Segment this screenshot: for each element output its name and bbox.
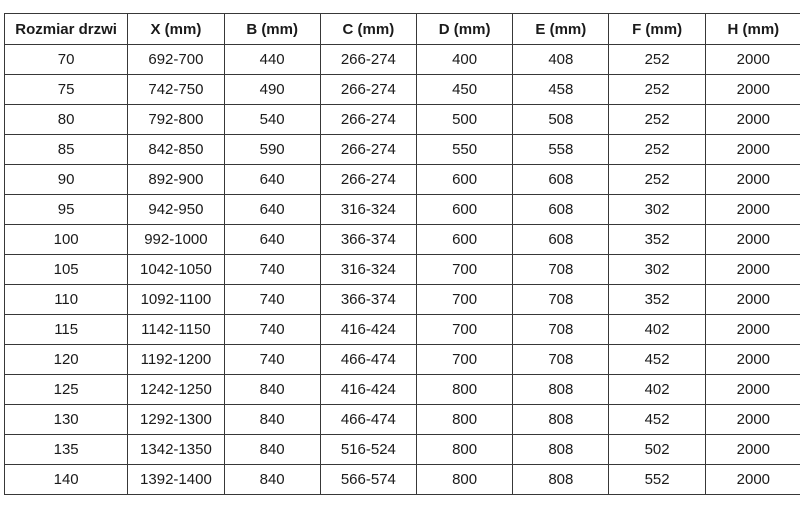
table-cell: 366-374 <box>320 285 416 315</box>
table-cell: 640 <box>224 225 320 255</box>
table-cell: 316-324 <box>320 255 416 285</box>
table-cell: 408 <box>513 45 609 75</box>
table-cell: 466-474 <box>320 345 416 375</box>
table-cell: 266-274 <box>320 75 416 105</box>
table-cell: 558 <box>513 135 609 165</box>
column-header-2: B (mm) <box>224 14 320 45</box>
table-cell: 740 <box>224 255 320 285</box>
table-cell: 552 <box>609 465 705 495</box>
table-cell: 490 <box>224 75 320 105</box>
table-row <box>5 375 800 405</box>
table-cell: 792-800 <box>128 105 224 135</box>
table-cell: 120 <box>5 345 128 375</box>
table-cell: 2000 <box>705 135 800 165</box>
table-cell: 840 <box>224 435 320 465</box>
table-cell: 105 <box>5 255 128 285</box>
column-header-7: H (mm) <box>705 14 800 45</box>
table-cell: 740 <box>224 315 320 345</box>
table-row <box>5 315 800 345</box>
table-cell: 1092-1100 <box>128 285 224 315</box>
table-cell: 800 <box>417 465 513 495</box>
table-cell: 942-950 <box>128 195 224 225</box>
table-cell: 708 <box>513 255 609 285</box>
table-cell: 80 <box>5 105 128 135</box>
table-cell: 700 <box>417 345 513 375</box>
table-cell: 708 <box>513 285 609 315</box>
table-cell: 70 <box>5 45 128 75</box>
table-cell: 2000 <box>705 105 800 135</box>
table-cell: 266-274 <box>320 135 416 165</box>
table-cell: 252 <box>609 135 705 165</box>
table-cell: 2000 <box>705 465 800 495</box>
column-header-6: F (mm) <box>609 14 705 45</box>
table-cell: 466-474 <box>320 405 416 435</box>
table-cell: 590 <box>224 135 320 165</box>
table-cell: 452 <box>609 405 705 435</box>
table-cell: 452 <box>609 345 705 375</box>
table-cell: 800 <box>417 435 513 465</box>
table-cell: 2000 <box>705 285 800 315</box>
table-row <box>5 45 800 75</box>
table-cell: 640 <box>224 165 320 195</box>
table-cell: 550 <box>417 135 513 165</box>
table-cell: 352 <box>609 285 705 315</box>
table-cell: 2000 <box>705 195 800 225</box>
table-cell: 416-424 <box>320 375 416 405</box>
table-cell: 316-324 <box>320 195 416 225</box>
table-cell: 808 <box>513 435 609 465</box>
table-row <box>5 135 800 165</box>
table-row <box>5 225 800 255</box>
table-cell: 352 <box>609 225 705 255</box>
table-row <box>5 255 800 285</box>
table-cell: 700 <box>417 255 513 285</box>
table-cell: 440 <box>224 45 320 75</box>
table-cell: 608 <box>513 225 609 255</box>
table-cell: 252 <box>609 105 705 135</box>
table-cell: 1242-1250 <box>128 375 224 405</box>
door-size-spec-table <box>4 13 800 495</box>
table-cell: 252 <box>609 45 705 75</box>
table-cell: 502 <box>609 435 705 465</box>
table-cell: 302 <box>609 195 705 225</box>
column-header-1: X (mm) <box>128 14 224 45</box>
column-header-5: E (mm) <box>513 14 609 45</box>
table-cell: 100 <box>5 225 128 255</box>
table-cell: 600 <box>417 225 513 255</box>
table-cell: 2000 <box>705 225 800 255</box>
table-cell: 700 <box>417 315 513 345</box>
table-cell: 508 <box>513 105 609 135</box>
table-body <box>5 45 800 495</box>
table-cell: 252 <box>609 75 705 105</box>
table-cell: 266-274 <box>320 45 416 75</box>
table-cell: 840 <box>224 405 320 435</box>
table-row <box>5 345 800 375</box>
table-cell: 130 <box>5 405 128 435</box>
table-cell: 266-274 <box>320 105 416 135</box>
table-cell: 402 <box>609 375 705 405</box>
table-row <box>5 405 800 435</box>
table-cell: 266-274 <box>320 165 416 195</box>
table-cell: 110 <box>5 285 128 315</box>
table-cell: 692-700 <box>128 45 224 75</box>
column-header-0: Rozmiar drzwi <box>5 14 128 45</box>
table-row <box>5 195 800 225</box>
table-cell: 135 <box>5 435 128 465</box>
table-cell: 2000 <box>705 435 800 465</box>
table-row <box>5 465 800 495</box>
table-cell: 1142-1150 <box>128 315 224 345</box>
table-cell: 708 <box>513 345 609 375</box>
column-header-4: D (mm) <box>417 14 513 45</box>
table-cell: 400 <box>417 45 513 75</box>
table-cell: 808 <box>513 375 609 405</box>
table-cell: 640 <box>224 195 320 225</box>
table-cell: 600 <box>417 165 513 195</box>
table-cell: 2000 <box>705 75 800 105</box>
table-row <box>5 285 800 315</box>
column-header-3: C (mm) <box>320 14 416 45</box>
table-cell: 2000 <box>705 165 800 195</box>
table-cell: 992-1000 <box>128 225 224 255</box>
table-row <box>5 75 800 105</box>
table-cell: 115 <box>5 315 128 345</box>
table-cell: 800 <box>417 405 513 435</box>
table-cell: 458 <box>513 75 609 105</box>
table-cell: 1192-1200 <box>128 345 224 375</box>
table-cell: 416-424 <box>320 315 416 345</box>
table-row <box>5 165 800 195</box>
table-cell: 808 <box>513 465 609 495</box>
table-cell: 608 <box>513 195 609 225</box>
table-cell: 608 <box>513 165 609 195</box>
table-cell: 700 <box>417 285 513 315</box>
table-cell: 2000 <box>705 345 800 375</box>
table-cell: 1392-1400 <box>128 465 224 495</box>
table-cell: 85 <box>5 135 128 165</box>
table-row <box>5 105 800 135</box>
table-header-row <box>5 14 800 45</box>
table-cell: 708 <box>513 315 609 345</box>
table-row <box>5 435 800 465</box>
table-cell: 2000 <box>705 255 800 285</box>
table-cell: 600 <box>417 195 513 225</box>
table-cell: 892-900 <box>128 165 224 195</box>
table-head <box>5 14 800 45</box>
table-cell: 740 <box>224 345 320 375</box>
table-cell: 840 <box>224 465 320 495</box>
table-cell: 500 <box>417 105 513 135</box>
table-cell: 90 <box>5 165 128 195</box>
table-cell: 75 <box>5 75 128 105</box>
table-cell: 800 <box>417 375 513 405</box>
table-cell: 140 <box>5 465 128 495</box>
table-cell: 2000 <box>705 315 800 345</box>
table-cell: 450 <box>417 75 513 105</box>
table-cell: 1342-1350 <box>128 435 224 465</box>
table-cell: 2000 <box>705 405 800 435</box>
table-cell: 516-524 <box>320 435 416 465</box>
table-cell: 540 <box>224 105 320 135</box>
table-cell: 1042-1050 <box>128 255 224 285</box>
table-cell: 740 <box>224 285 320 315</box>
table-cell: 840 <box>224 375 320 405</box>
table-cell: 742-750 <box>128 75 224 105</box>
table-cell: 95 <box>5 195 128 225</box>
table-cell: 252 <box>609 165 705 195</box>
table-cell: 2000 <box>705 45 800 75</box>
table-cell: 1292-1300 <box>128 405 224 435</box>
table-cell: 808 <box>513 405 609 435</box>
table-cell: 566-574 <box>320 465 416 495</box>
table-cell: 2000 <box>705 375 800 405</box>
table-cell: 842-850 <box>128 135 224 165</box>
table-cell: 125 <box>5 375 128 405</box>
table-cell: 366-374 <box>320 225 416 255</box>
table-cell: 302 <box>609 255 705 285</box>
table-cell: 402 <box>609 315 705 345</box>
